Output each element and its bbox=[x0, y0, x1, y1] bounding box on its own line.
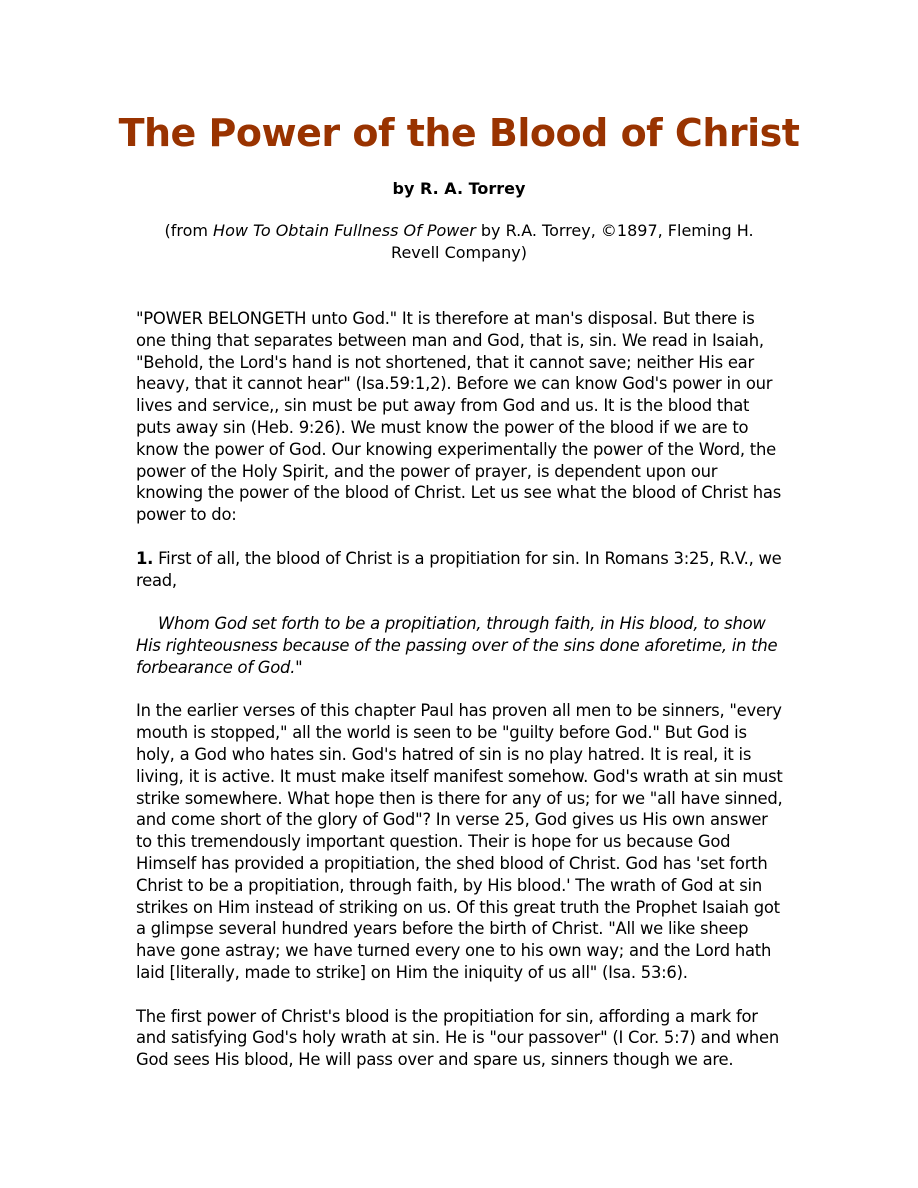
paragraph-4: The first power of Christ's blood is the propitiation for sin, affording a mark for and satisfying God's holy wrath at sin. He is "our passover" (I Cor. 5:7) and when God sees His blood, He will pass over and spare us, sinners though we are. bbox=[136, 1006, 779, 1070]
source-book-title: How To Obtain Fullness Of Power bbox=[213, 221, 476, 240]
scripture-quote: Whom God set forth to be a propitiation, through faith, in His blood, to show His righteousness because of the passing over of the sins done aforetime, in the forbearance of God." bbox=[136, 614, 778, 677]
source-suffix: by R.A. Torrey, ©1897, Fleming H. Revell Company) bbox=[391, 221, 754, 262]
source-prefix: (from bbox=[164, 221, 214, 240]
article-body bbox=[136, 308, 788, 1093]
paragraph-2-text: First of all, the blood of Christ is a propitiation for sin. In Romans 3:25, R.V., we read, bbox=[136, 548, 782, 590]
point-number: 1. bbox=[136, 548, 154, 568]
paragraph-3: In the earlier verses of this chapter Paul has proven all men to be sinners, "every mouth is stopped," all the world is seen to be "guilty before God." But God is holy, a God who hates sin. God's hatred of sin is no play hatred. It is real, it is living, it is active. It must make itself manifest somehow. God's wrath at sin must strike somewhere. What hope then is there for any of us; for we "all have sinned, and come short of the glory of God"? In verse 25, God gives us His own answer to this tremendously important question. Their is hope for us because God Himself has provided a propitiation, the shed blood of Christ. God has 'set forth Christ to be a propitiation, through faith, by His blood.' The wrath of God at sin strikes on Him instead of striking on us. Of this great truth the Prophet Isaiah got a glimpse several hundred years before the birth of Christ. "All we like sheep have gone astray; we have turned every one to his own way; and the Lord hath laid [literally, made to strike] on Him the iniquity of us all" (Isa. 53:6). bbox=[136, 701, 783, 982]
paragraph-2 bbox=[136, 548, 788, 592]
source-citation bbox=[150, 220, 768, 264]
page-title: The Power of the Blood of Christ bbox=[118, 111, 800, 155]
author-byline: by R. A. Torrey bbox=[392, 179, 526, 198]
paragraph-1: "POWER BELONGETH unto God." It is therefore at man's disposal. But there is one thing that separates between man and God, that is, sin. We read in Isaiah, "Behold, the Lord's hand is not shortened, that it cannot save; neither His ear heavy, that it cannot hear" (Isa.59:1,2). Before we can know God's power in our lives and service,, sin must be put away from God and us. It is the blood that puts away sin (Heb. 9:26). We must know the power of the blood if we are to know the power of God. Our knowing experimentally the power of the Word, the power of the Holy Spirit, and the power of prayer, is dependent upon our knowing the power of the blood of Christ. Let us see what the blood of Christ has power to do: bbox=[136, 309, 781, 525]
